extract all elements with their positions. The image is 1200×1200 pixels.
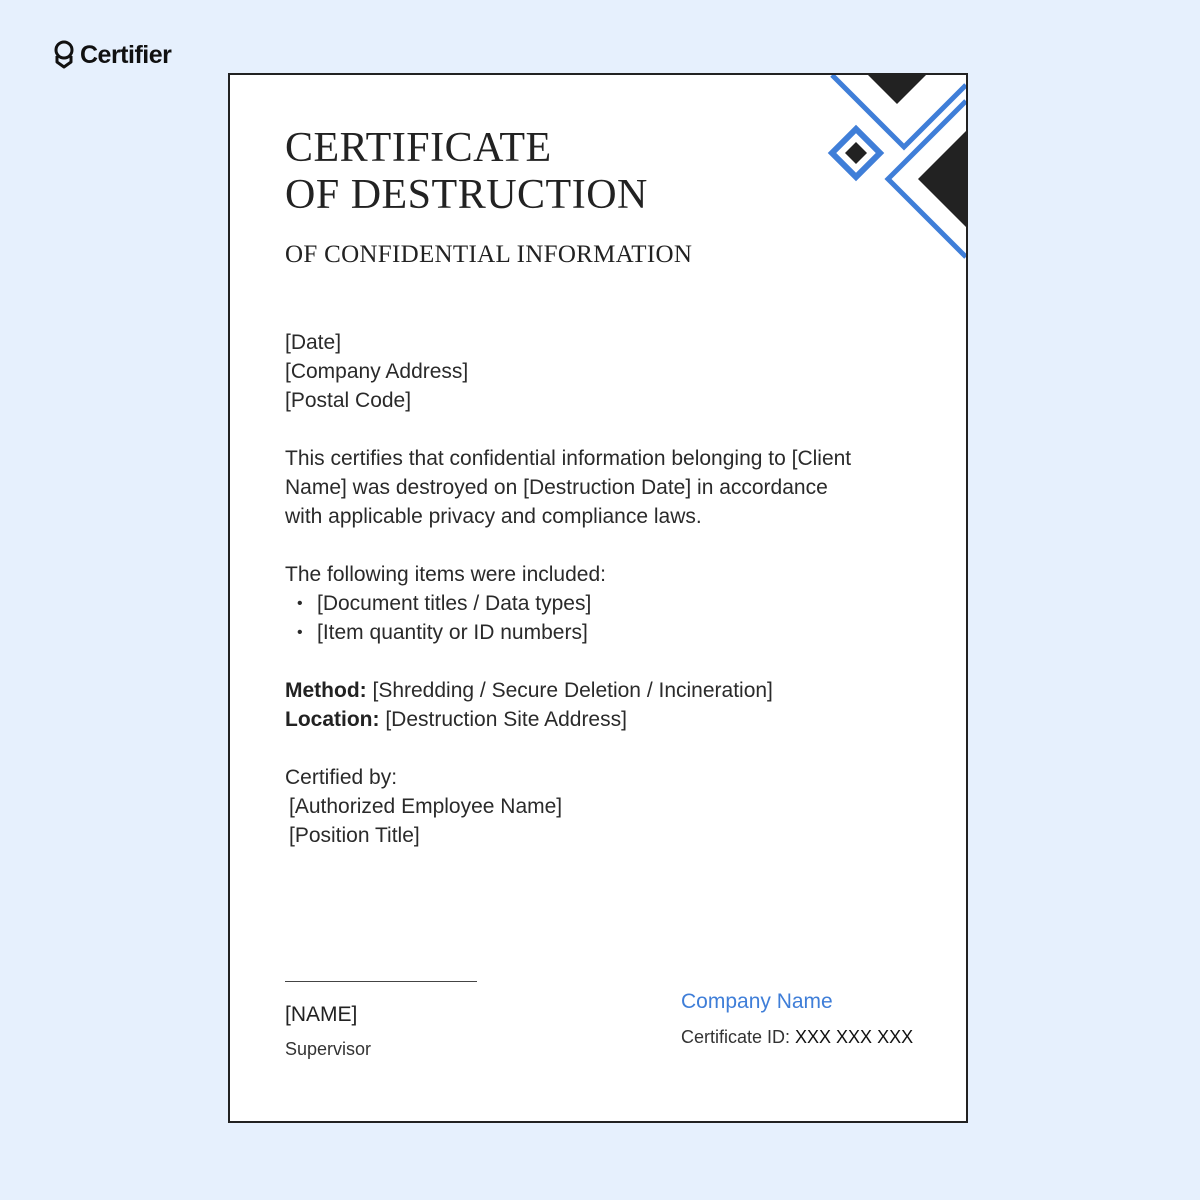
location-value: [Destruction Site Address]	[379, 708, 627, 731]
method-value: [Shredding / Secure Deletion / Incineration]	[366, 679, 773, 702]
certificate-subtitle: OF CONFIDENTIAL INFORMATION	[285, 241, 693, 268]
items-intro: The following items were included:	[285, 563, 606, 586]
certificate-id-value: XXX XXX XXX	[795, 1027, 914, 1047]
certificate-id	[681, 1027, 913, 1048]
corner-ornament	[826, 75, 966, 275]
certifier-logo-icon	[52, 40, 76, 70]
list-item: • [Document titles / Data types]	[317, 589, 925, 618]
list-item: • [Item quantity or ID numbers]	[317, 618, 925, 647]
statement-line: This certifies that confidential information belonging to [Client	[285, 447, 852, 470]
certified-by-label: Certified by:	[285, 766, 398, 789]
signature-line	[285, 981, 477, 982]
items-list	[285, 589, 925, 647]
certificate-title	[285, 125, 648, 219]
date-placeholder: [Date]	[285, 331, 342, 354]
signature-role: Supervisor	[285, 1039, 372, 1059]
certificate-document	[228, 73, 968, 1123]
location-row	[285, 705, 925, 734]
method-label: Method:	[285, 679, 367, 702]
signature-name: [NAME]	[285, 1003, 358, 1026]
authorized-employee-placeholder: [Authorized Employee Name]	[289, 795, 563, 818]
address-block	[285, 328, 925, 415]
location-label: Location:	[285, 708, 380, 731]
company-name: Company Name	[681, 990, 833, 1013]
statement-line: with applicable privacy and compliance laws.	[285, 505, 702, 528]
company-address-placeholder: [Company Address]	[285, 360, 469, 383]
title-line-1: CERTIFICATE	[285, 125, 552, 171]
postal-code-placeholder: [Postal Code]	[285, 389, 412, 412]
statement-paragraph	[285, 444, 925, 531]
statement-line: Name] was destroyed on [Destruction Date] in accordance	[285, 476, 828, 499]
method-row	[285, 676, 925, 705]
title-line-2: OF DESTRUCTION	[285, 172, 648, 218]
certificate-id-label: Certificate ID:	[681, 1027, 796, 1047]
certificate-body	[285, 328, 925, 850]
position-title-placeholder: [Position Title]	[289, 824, 420, 847]
brand-name: Certifier	[80, 40, 172, 69]
brand-logo	[52, 40, 171, 70]
